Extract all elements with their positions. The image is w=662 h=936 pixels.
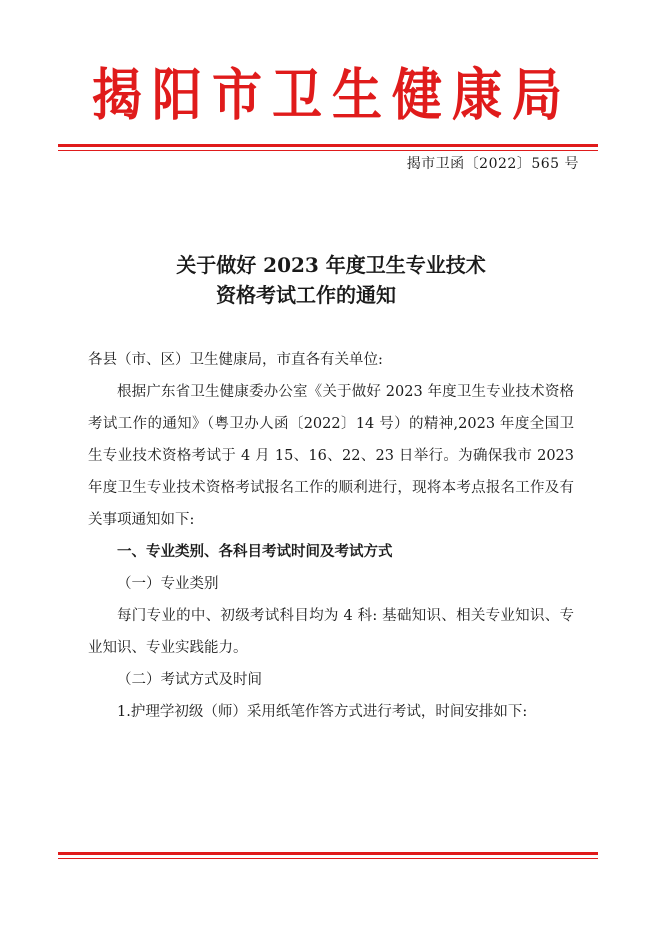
paragraph-intro: 根据广东省卫生健康委办公室《关于做好 2023 年度卫生专业技术资格考试工作的通知》（粤卫办人函〔2022〕14 号）的精神,2023 年度全国卫生专业技术资格考试于 4 月 15、16、22、23 日举行。为确保我市 2023 年度卫生专业技术资格考试报名工作的顺利进行，现将本考点报名工作及有关事项通知如下:: [88, 384, 574, 528]
paragraph-nursing-exam: 1.护理学初级（师）采用纸笔作答方式进行考试，时间安排如下:: [117, 704, 528, 720]
salutation: 各县（市、区）卫生健康局，市直各有关单位:: [88, 352, 383, 368]
header-red-rule-thick: [58, 144, 598, 147]
subsection-heading-2: （二）考试方式及时间: [117, 672, 262, 688]
section-heading-1: 一、专业类别、各科目考试时间及考试方式: [117, 544, 393, 560]
paragraph-subjects: 每门专业的中、初级考试科目均为 4 科: 基础知识、相关专业知识、专业知识、专业实践能力。: [88, 608, 574, 656]
title-line-1: 关于做好 2023 年度卫生专业技术: [176, 253, 486, 277]
footer-red-rule-thin: [58, 858, 598, 859]
document-body: [88, 344, 574, 728]
footer-red-rule-thick: [58, 852, 598, 855]
title-line-2: 资格考试工作的通知: [216, 283, 396, 307]
subsection-heading-1: （一）专业类别: [117, 576, 219, 592]
document-title: [0, 250, 662, 310]
header-red-rule-thin: [58, 150, 598, 151]
issuing-organization-title: 揭阳市卫生健康局: [92, 61, 572, 128]
document-number: 揭市卫函〔2022〕565 号: [406, 156, 579, 172]
